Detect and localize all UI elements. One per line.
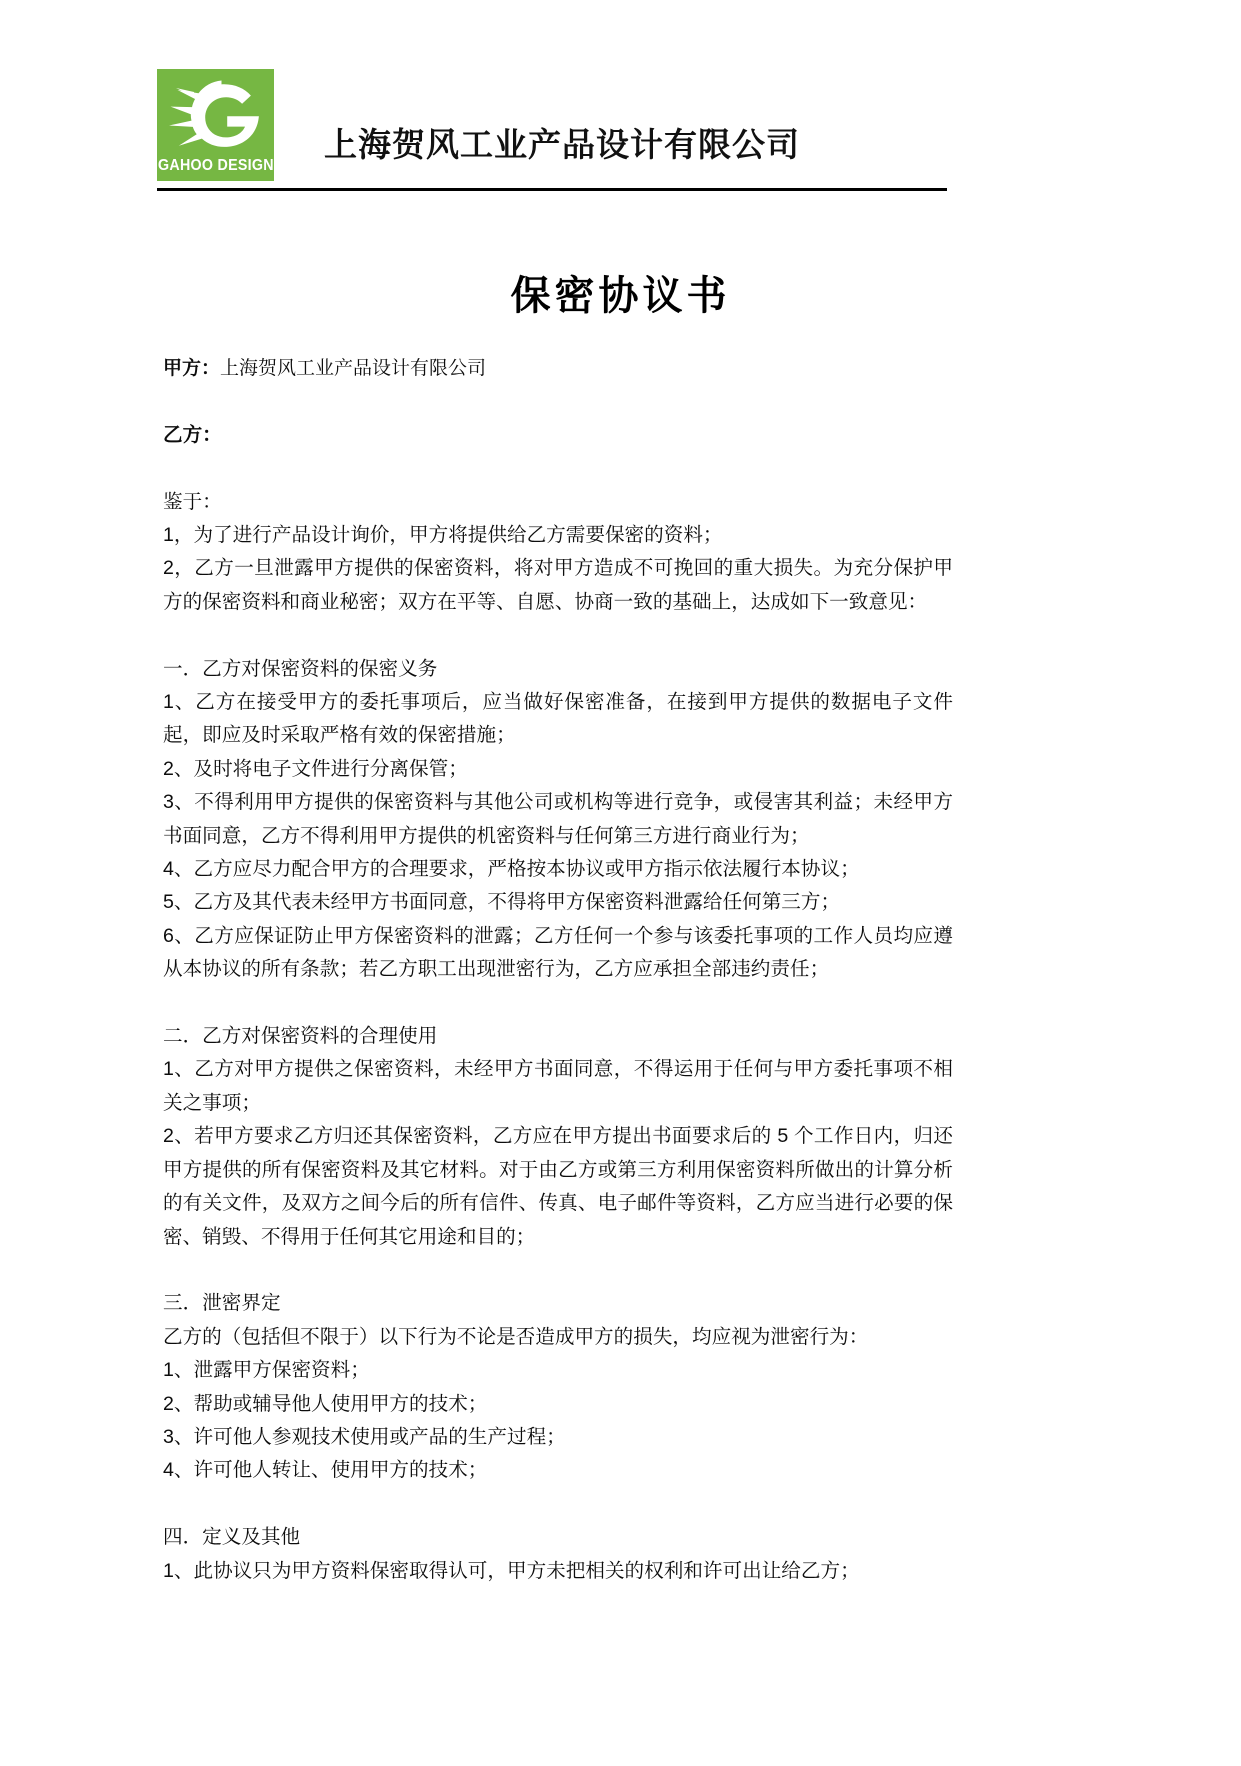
gahoo-dragon-g-logo-icon xyxy=(164,73,268,157)
section-item: 1、此协议只为甲方资料保密取得认可，甲方未把相关的权利和许可出让给乙方； xyxy=(163,1559,860,1582)
section-item: 4、乙方应尽力配合甲方的合理要求，严格按本协议或甲方指示依法履行本协议； xyxy=(163,858,860,881)
logo-wordmark: GAHOO DESIGN xyxy=(157,157,274,174)
section-item: 1、泄露甲方保密资料； xyxy=(163,1359,370,1382)
section-item: 3、不得利用甲方提供的保密资料与其他公司或机构等进行竞争，或侵害其利益；未经甲方书面同意，乙方不得利用甲方提供的机密资料与任何第三方进行商业行为； xyxy=(163,791,953,847)
party-b-line xyxy=(163,419,953,452)
section-item: 1、乙方对甲方提供之保密资料，未经甲方书面同意，不得运用于任何与甲方委托事项不相关之事项； xyxy=(163,1058,953,1114)
party-a-label: 甲方： xyxy=(163,358,221,379)
spacer xyxy=(163,385,953,418)
preamble-item: 1，为了进行产品设计询价，甲方将提供给乙方需要保密的资料； xyxy=(163,524,723,546)
party-b-label: 乙方： xyxy=(163,423,222,446)
party-a-line xyxy=(163,352,953,385)
spacer xyxy=(163,1254,953,1287)
section-item: 2、及时将电子文件进行分离保管； xyxy=(163,757,468,780)
party-a-value: 上海贺风工业产品设计有限公司 xyxy=(220,358,487,379)
section-heading: 二．乙方对保密资料的合理使用 xyxy=(163,1025,438,1048)
section-item: 6、乙方应保证防止甲方保密资料的泄露；乙方任何一个参与该委托事项的工作人员均应遵从本协议的所有条款；若乙方职工出现泄密行为，乙方应承担全部违约责任； xyxy=(163,924,953,981)
spacer xyxy=(163,452,953,485)
section-heading: 一．乙方对保密资料的保密义务 xyxy=(163,657,438,680)
spacer xyxy=(163,1488,953,1521)
document-body xyxy=(163,352,953,1588)
page-title: 保密协议书 xyxy=(510,274,731,318)
section-item: 1、乙方在接受甲方的委托事项后，应当做好保密准备，在接到甲方提供的数据电子文件起，即应及时采取严格有效的保密措施； xyxy=(163,691,953,747)
section-heading: 三．泄密界定 xyxy=(163,1292,281,1315)
preamble-item: 2，乙方一旦泄露甲方提供的保密资料，将对甲方造成不可挽回的重大损失。为充分保护甲方的保密资料和商业秘密；双方在平等、自愿、协商一致的基础上，达成如下一致意见： xyxy=(163,557,953,613)
section-item: 3、许可他人参观技术使用或产品的生产过程； xyxy=(163,1425,566,1448)
header-divider xyxy=(157,188,947,191)
section-item: 乙方的（包括但不限于）以下行为不论是否造成甲方的损失，均应视为泄密行为： xyxy=(163,1325,869,1348)
company-name-heading: 上海贺风工业产品设计有限公司 xyxy=(324,126,800,163)
section-item: 5、乙方及其代表未经甲方书面同意，不得将甲方保密资料泄露给任何第三方； xyxy=(163,891,841,914)
section-heading: 四．定义及其他 xyxy=(163,1526,301,1549)
letterhead xyxy=(157,69,947,191)
company-logo xyxy=(157,69,274,181)
section-item: 4、许可他人转让、使用甲方的技术； xyxy=(163,1459,488,1482)
section-item: 2、帮助或辅导他人使用甲方的技术； xyxy=(163,1392,488,1415)
spacer xyxy=(163,987,953,1020)
spacer xyxy=(163,619,953,652)
section-item: 2、若甲方要求乙方归还其保密资料，乙方应在甲方提出书面要求后的 5 个工作日内，归还甲方提供的所有保密资料及其它材料。对于由乙方或第三方利用保密资料所做出的计算分析的有关文件，及双方之间今后的所有信件、传真、电子邮件等资料，乙方应当进行必要的保密、销毁、不得用于任何其它用途和目的； xyxy=(163,1125,953,1248)
preamble-heading: 鉴于： xyxy=(163,490,222,513)
